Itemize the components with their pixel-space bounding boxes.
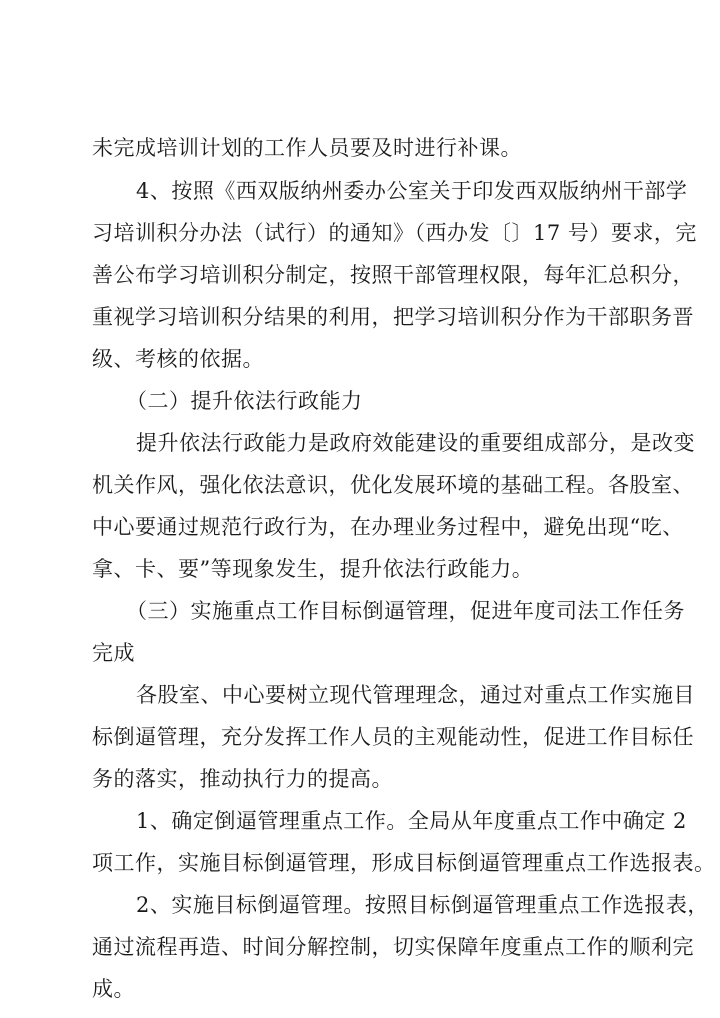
- text-line: 习培训积分办法（试行）的通知》（西办发〔〕17 号）要求，完: [92, 221, 697, 245]
- text-line: 善公布学习培训积分制定，按照干部管理权限，每年汇总积分，: [92, 263, 694, 287]
- text-line: 通过流程再造、时间分解控制，切实保障年度重点工作的顺利完: [92, 935, 694, 959]
- text-line: 1、确定倒逼管理重点工作。全局从年度重点工作中确定 2: [136, 809, 687, 833]
- text-line: 成。: [92, 977, 135, 1001]
- section-heading-continued: 完成: [92, 641, 135, 665]
- text-line: 4、按照《西双版纳州委办公室关于印发西双版纳州干部学: [136, 179, 688, 203]
- text-line: 拿、卡、要”等现象发生，提升依法行政能力。: [92, 557, 534, 581]
- text-line: 项工作，实施目标倒逼管理，形成目标倒逼管理重点工作选报表。: [92, 851, 716, 875]
- text-line: 中心要通过规范行政行为，在办理业务过程中，避免出现“吃、: [92, 515, 684, 539]
- text-line: 机关作风，强化依法意识，优化发展环境的基础工程。各股室、: [92, 473, 694, 497]
- text-line: 务的落实，推动执行力的提高。: [92, 767, 393, 791]
- section-heading: （三）实施重点工作目标倒逼管理，促进年度司法工作任务: [126, 599, 685, 623]
- text-line: 提升依法行政能力是政府效能建设的重要组成部分，是改变: [136, 431, 695, 455]
- text-line: 级、考核的依据。: [92, 347, 264, 371]
- text-line: 标倒逼管理，充分发挥工作人员的主观能动性，促进工作目标任: [92, 725, 694, 749]
- section-heading: （二）提升依法行政能力: [126, 389, 363, 413]
- text-line: 未完成培训计划的工作人员要及时进行补课。: [92, 136, 522, 160]
- text-line: 重视学习培训积分结果的利用，把学习培训积分作为干部职务晋: [92, 305, 694, 329]
- text-line: 2、实施目标倒逼管理。按照目标倒逼管理重点工作选报表，: [136, 893, 709, 917]
- text-line: 各股室、中心要树立现代管理理念，通过对重点工作实施目: [136, 683, 695, 707]
